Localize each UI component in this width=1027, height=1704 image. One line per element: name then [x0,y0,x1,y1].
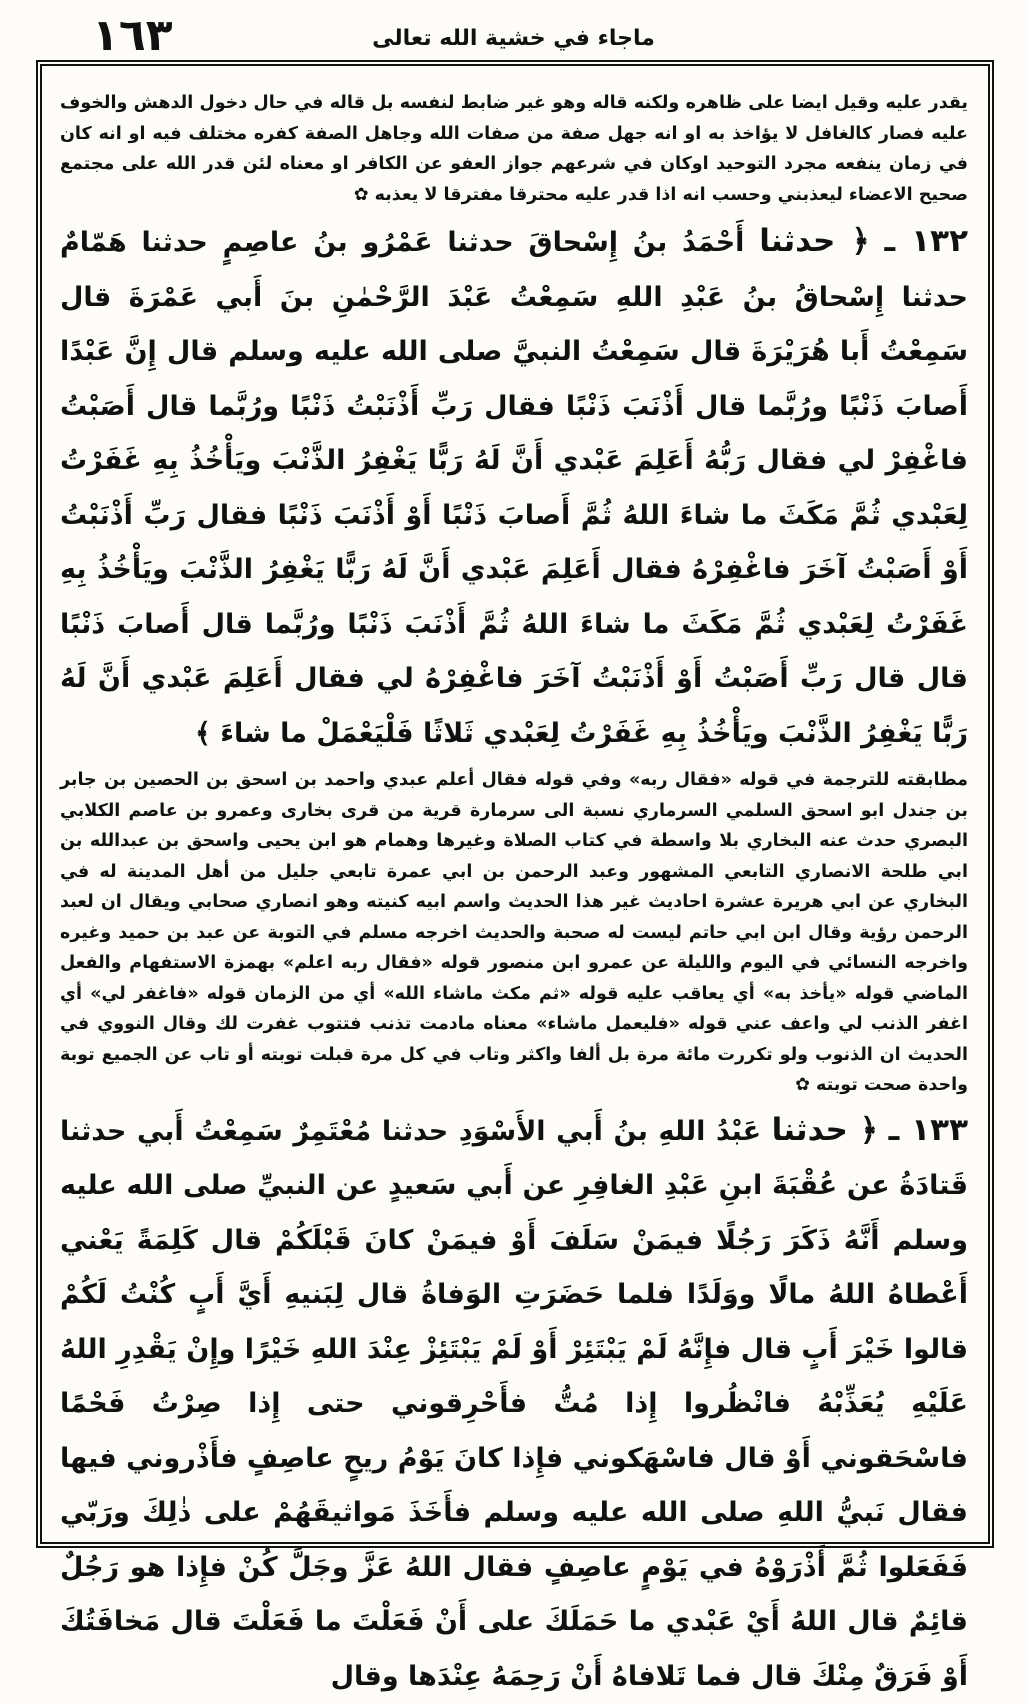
hadith-paragraph [60,214,968,761]
commentary-paragraph: يقدر عليه وقيل ايضا على ظاهره ولكنه قاله وهو غير ضابط لنفسه بل قاله في حال دخول الدهش والخوف عليه فصار كالغافل لا يؤاخذ به او انه جهل صفة من صفات الله وجاهل الصفة كفره مختلف فيه او انه كان في زمان ينفعه مجرد التوحيد اوكان في شرعهم جواز العفو عن الكافر او معناه لئن قدر الله على مجتمع صحيح الاعضاء ليعذبني وحسب انه اذا قدر عليه محترقا مفترقا لا يعذبه ✿ [60,88,968,210]
hadith-text: أَحْمَدُ بنُ إِسْحاقَ حدثنا عَمْرُو بنُ عاصِمٍ حدثنا هَمّامٌ حدثنا إِسْحاقُ بنُ عَبْدِ اللهِ سَمِعْتُ عَبْدَ الرَّحْمٰنِ بنَ أَبي عَمْرَةَ قال سَمِعْتُ أَبا هُرَيْرَةَ قال سَمِعْتُ النبيَّ صلى الله عليه وسلم قال إِنَّ عَبْدًا أَصابَ ذَنْبًا ورُبَّما قال أَذْنَبَ ذَنْبًا فقال رَبِّ أَذْنَبْتُ ذَنْبًا ورُبَّما قال أَصَبْتُ فاغْفِرْ لي فقال رَبُّهُ أَعَلِمَ عَبْدي أَنَّ لَهُ رَبًّا يَغْفِرُ الذَّنْبَ ويَأْخُذُ بِهِ غَفَرْتُ لِعَبْدي ثُمَّ مَكَثَ ما شاءَ اللهُ ثُمَّ أَصابَ ذَنْبًا أَوْ أَذْنَبَ ذَنْبًا فقال رَبِّ أَذْنَبْتُ أَوْ أَصَبْتُ آخَرَ فاغْفِرْهُ فقال أَعَلِمَ عَبْدي أَنَّ لَهُ رَبًّا يَغْفِرُ الذَّنْبَ ويَأْخُذُ بِهِ غَفَرْتُ لِعَبْدي ثُمَّ مَكَثَ ما شاءَ اللهُ ثُمَّ أَذْنَبَ ذَنْبًا ورُبَّما قال أَصابَ ذَنْبًا قال قال رَبِّ أَصَبْتُ أَوْ أَذْنَبْتُ آخَرَ فاغْفِرْهُ لي فقال أَعَلِمَ عَبْدي أَنَّ لَهُ رَبًّا يَغْفِرُ الذَّنْبَ ويَأْخُذُ بِهِ غَفَرْتُ لِعَبْدي ثَلاثًا فَلْيَعْمَلْ ما شاءَ ﴾ [60,227,968,749]
hadith-text: عَبْدُ اللهِ بنُ أَبي الأَسْوَدِ حدثنا مُعْتَمِرٌ سَمِعْتُ أَبي حدثنا قَتادَةُ عن عُقْبَةَ ابنِ عَبْدِ الغافِرِ عن أَبي سَعيدٍ عن النبيِّ صلى الله عليه وسلم أَنَّهُ ذَكَرَ رَجُلًا فيمَنْ سَلَفَ أَوْ فيمَنْ كانَ قَبْلَكُمْ قال كَلِمَةً يَعْني أَعْطاهُ اللهُ مالًا ووَلَدًا فلما حَضَرَتِ الوَفاةُ قال لِبَنيهِ أَيَّ أَبٍ كُنْتُ لَكُمْ قالوا خَيْرَ أَبٍ قال فإِنَّهُ لَمْ يَبْتَئِرْ أَوْ لَمْ يَبْتَئِزْ عِنْدَ اللهِ خَيْرًا وإِنْ يَقْدِرِ اللهُ عَلَيْهِ يُعَذِّبْهُ فانْظُروا إِذا مُتُّ فأَحْرِقوني حتى إِذا صِرْتُ فَحْمًا فاسْحَقوني أَوْ قال فاسْهَكوني فإِذا كانَ يَوْمُ ريحٍ عاصِفٍ فأَذْروني فيها فقال نَبيُّ اللهِ صلى الله عليه وسلم فأَخَذَ مَواثيقَهُمْ على ذٰلِكَ ورَبّي فَفَعَلوا ثُمَّ أَذْرَوْهُ في يَوْمٍ عاصِفٍ فقال اللهُ عَزَّ وجَلَّ كُنْ فإِذا هو رَجُلٌ قائِمٌ قال اللهُ أَيْ عَبْدي ما حَمَلَكَ على أَنْ فَعَلْتَ ما فَعَلْتَ قال مَخافَتُكَ أَوْ فَرَقٌ مِنْكَ قال فما تَلافاهُ أَنْ رَحِمَهُ عِنْدَها وقال [60,1116,968,1692]
hadith-paragraph [60,1103,968,1704]
hadith-opening: ﴿ حدثنا [759,223,870,259]
running-title: ماجاء في خشية الله تعالى [0,26,1027,51]
page-number: ١٦٣ [92,14,173,58]
commentary-section-1 [60,88,968,210]
hadith-133 [60,1103,968,1704]
commentary-paragraph: مطابقته للترجمة في قوله «فقال ربه» وفي قوله فقال أعلم عبدي واحمد بن اسحق بن الحصين بن جابر بن جندل ابو اسحق السلمي السرماري نسبة الى سرمارة قرية من قرى بخارى وعمرو بن عاصم الكلابي البصري حدث عنه البخاري بلا واسطة في كتاب الصلاة وغيرها وهمام هو ابن يحيى واسحق بن عبدالله بن ابي طلحة الانصاري التابعي المشهور وعبد الرحمن بن ابي عمرة تابعي جليل من أهل المدينة له في البخاري عن ابي هريرة عشرة احاديث غير هذا الحديث واسم ابيه كنيته وهو انصاري صحابي ويقال ان لعبد الرحمن رؤية وقال ابن ابي حاتم ليست له صحبة والحديث اخرجه مسلم في التوبة عن عبد بن حميد وغيره واخرجه النسائي في اليوم والليلة عن عمرو ابن منصور قوله «فقال ربه اعلم» بهمزة الاستفهام والفعل الماضي قوله «يأخذ به» أي يعاقب عليه قوله «ثم مكث ماشاء الله» أي من الزمان قوله «فاغفر لي» أي اغفر الذنب لي واعف عني قوله «فليعمل ماشاء» معناه مادمت تذنب فتتوب غفرت لك وقال النووي في الحديث ان الذنوب ولو تكررت مائة مرة بل ألفا واكثر وتاب في كل مرة قبلت توبته أو تاب عن الجميع توبة واحدة صحت توبته ✿ [60,765,968,1101]
hadith-opening: ﴿ حدثنا [772,1112,878,1148]
page-body [60,88,968,1704]
hadith-132 [60,214,968,761]
hadith-number: ١٣٣ ـ [889,1112,968,1148]
hadith-number: ١٣٢ ـ [884,223,968,259]
commentary-section-2 [60,765,968,1101]
